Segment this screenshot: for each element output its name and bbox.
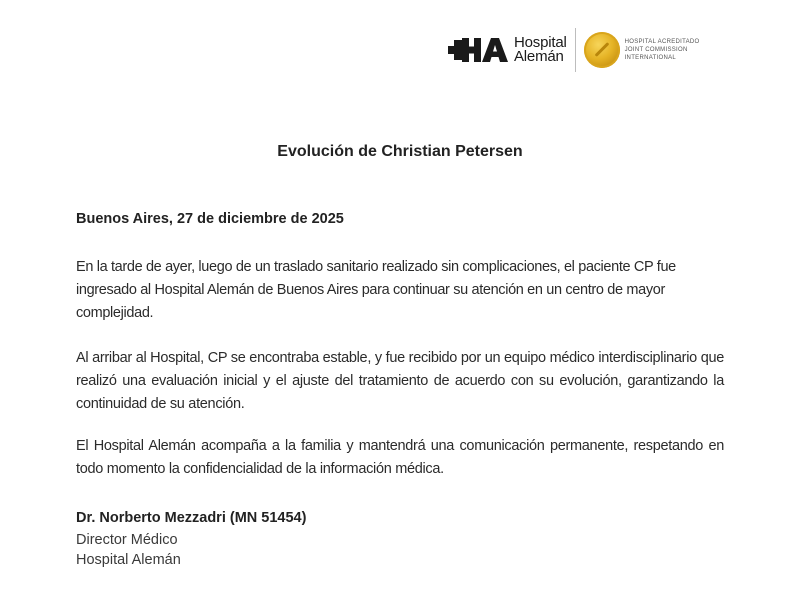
- logo-wordmark: [514, 36, 567, 64]
- paragraph-2: Al arribar al Hospital, CP se encontraba estable, y fue recibido por un equipo médico interdisciplinario que realizó una evaluación inicial y el ajuste del tratamiento de acuerdo con su evolución, garantizando la continuidad de su atención.: [76, 350, 724, 412]
- logo-line-1: Hospital: [514, 34, 567, 51]
- accreditation-text: [625, 38, 700, 62]
- paragraph-1: En la tarde de ayer, luego de un traslado sanitario realizado sin complicaciones, el paciente CP fue ingresado al Hospital Alemán de Buenos Aires para continuar su atención en un centro de mayor complejidad.: [76, 259, 676, 321]
- ha-logo-icon: [448, 37, 510, 63]
- signature-name: Dr. Norberto Mezzadri (MN 51454): [76, 510, 307, 526]
- gold-seal-icon: [584, 32, 620, 68]
- accreditation-line: JOINT COMMISSION: [624, 47, 688, 53]
- logo-line-2: Alemán: [514, 48, 564, 65]
- header-logos: [448, 28, 700, 72]
- hospital-aleman-logo: [448, 30, 567, 70]
- accreditation-line: HOSPITAL ACREDITADO: [624, 39, 700, 45]
- logo-divider: [575, 28, 576, 72]
- date-line: Buenos Aires, 27 de diciembre de 2025: [76, 211, 344, 227]
- signature-role: Director Médico: [76, 532, 178, 548]
- paragraph-3: El Hospital Alemán acompaña a la familia y mantendrá una comunicación permanente, respetando en todo momento la confidencialidad de la información médica.: [76, 438, 724, 477]
- signature-organization: Hospital Alemán: [76, 552, 181, 568]
- document-title: Evolución de Christian Petersen: [277, 143, 523, 160]
- accreditation-line: INTERNATIONAL: [624, 55, 677, 61]
